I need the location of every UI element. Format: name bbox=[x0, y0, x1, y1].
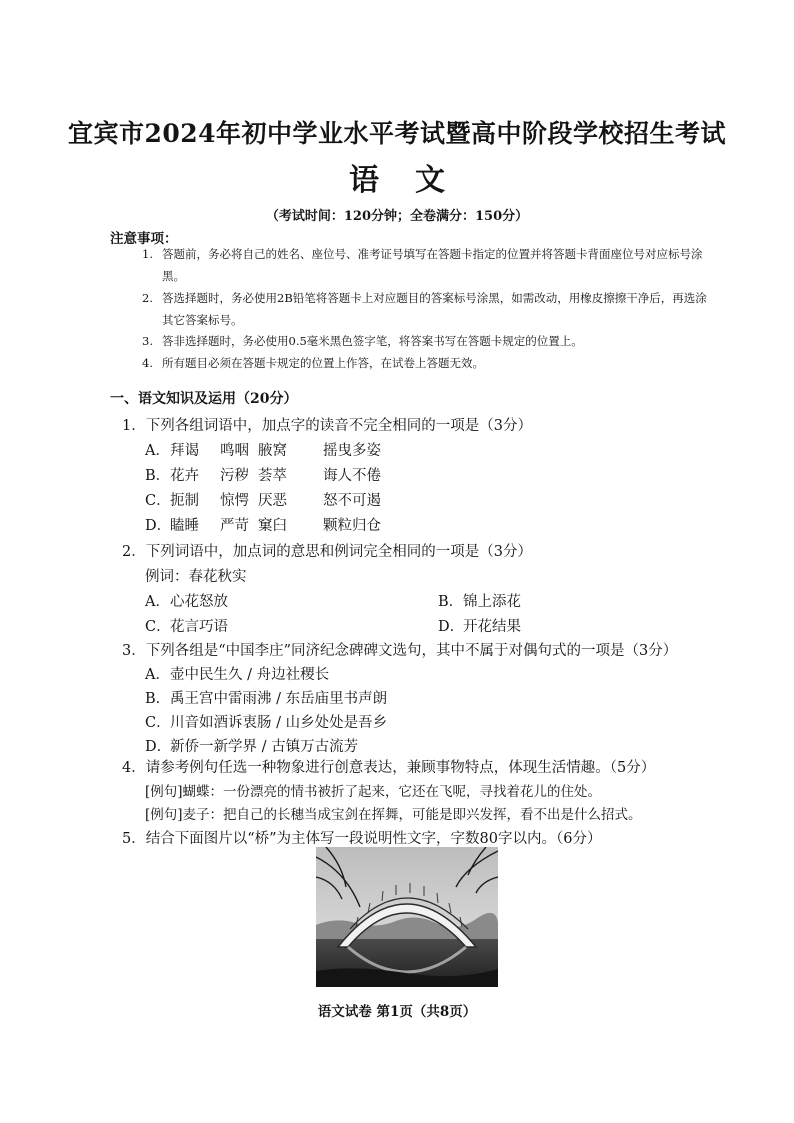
option-word: 颗粒归仓 bbox=[323, 518, 381, 534]
option-text: 开花结果 bbox=[463, 619, 521, 635]
option-word: 污秽 bbox=[220, 468, 249, 484]
note-text: 答选择题时，务必使用2B铅笔将答题卡上对应题目的答案标号涂黑，如需改动，用橡皮擦擦干净后，再选涂其它答案标号。 bbox=[162, 291, 707, 327]
option-label: C． bbox=[145, 715, 171, 731]
option-word: 窠臼 bbox=[258, 518, 287, 534]
exam-info: （考试时间：120分钟；全卷满分：150分） bbox=[265, 209, 529, 224]
subject-char: 文 bbox=[415, 163, 445, 198]
question-4-stem: 4．请参考例句任选一种物象进行创意表达，兼顾事物特点，体现生活情趣。（5分） bbox=[122, 760, 656, 776]
exam-title: 宜宾市2024年初中学业水平考试暨高中阶段学校招生考试 bbox=[67, 119, 727, 148]
option-word: 瞌睡 bbox=[170, 518, 199, 534]
option-word: 扼制 bbox=[170, 493, 199, 509]
option-label: A． bbox=[145, 594, 170, 610]
note-number: 1. bbox=[142, 247, 153, 261]
option-label: A． bbox=[145, 443, 170, 459]
notes-heading: 注意事项： bbox=[110, 231, 178, 247]
note-text: 答非选择题时，务必使用0.5毫米黑色签字笔，将答案书写在答题卡规定的位置上。 bbox=[162, 334, 583, 348]
option-text: 川音如酒诉衷肠 / 山乡处处是吾乡 bbox=[170, 715, 388, 731]
note-item bbox=[142, 287, 712, 331]
option-word: 惊愕 bbox=[220, 493, 249, 509]
option-word: 摇曳多姿 bbox=[323, 443, 381, 459]
option-word: 花卉 bbox=[170, 468, 199, 484]
section-heading: 一、语文知识及运用（20分） bbox=[110, 391, 298, 407]
option-word: 鸣咽 bbox=[220, 443, 249, 459]
option-word: 拜谒 bbox=[170, 443, 199, 459]
note-number: 2. bbox=[142, 291, 153, 305]
note-number: 3. bbox=[142, 334, 153, 348]
subject-title bbox=[0, 155, 794, 199]
note-item bbox=[142, 330, 712, 352]
option-text: 新侨一新学界 / 古镇万古流芳 bbox=[170, 739, 359, 755]
question-4-example: [例句]麦子：把自己的长穗当成宝剑在挥舞，可能是即兴发挥，看不出是什么招式。 bbox=[145, 807, 642, 823]
option-text: 禹王宫中雷雨沸 / 东岳庙里书声朗 bbox=[170, 691, 388, 707]
option-word: 荟萃 bbox=[258, 468, 287, 484]
option-word: 诲人不倦 bbox=[323, 468, 381, 484]
subject-char: 语 bbox=[349, 163, 379, 198]
option-label: D． bbox=[145, 518, 172, 534]
note-text: 答题前，务必将自己的姓名、座位号、准考证号填写在答题卡指定的位置并将答题卡背面座位号对应标号涂黑。 bbox=[162, 247, 703, 283]
option-word: 怒不可遏 bbox=[323, 493, 381, 509]
question-4-example: [例句]蝴蝶：一份漂亮的情书被折了起来，它还在飞呢，寻找着花儿的住处。 bbox=[145, 784, 602, 800]
option-text: 壶中民生久 / 舟边社稷长 bbox=[170, 667, 330, 683]
option-word: 腋窝 bbox=[258, 443, 287, 459]
option-word: 厌恶 bbox=[258, 493, 287, 509]
option-label: D． bbox=[145, 739, 172, 755]
option-label: B． bbox=[145, 468, 171, 484]
option-label: C． bbox=[145, 619, 171, 635]
note-text: 所有题目必须在答题卡规定的位置上作答，在试卷上答题无效。 bbox=[162, 356, 484, 370]
note-item bbox=[142, 352, 712, 374]
note-number: 4. bbox=[142, 356, 153, 370]
question-2-stem: 2．下列词语中，加点词的意思和例词完全相同的一项是（3分） bbox=[122, 544, 532, 560]
question-5-stem: 5．结合下面图片以“桥”为主体写一段说明性文字，字数80字以内。（6分） bbox=[122, 831, 602, 847]
question-3-stem: 3．下列各组是“中国李庄”同济纪念碑碑文选句，其中不属于对偶句式的一项是（3分） bbox=[122, 643, 678, 659]
option-text: 心花怒放 bbox=[170, 594, 228, 610]
question-2-example: 例词：春花秋实 bbox=[145, 569, 247, 585]
question-1-stem: 1．下列各组词语中，加点字的读音不完全相同的一项是（3分） bbox=[122, 418, 532, 434]
option-text: 花言巧语 bbox=[170, 619, 228, 635]
page-footer: 语文试卷 第1页（共8页） bbox=[317, 1004, 477, 1020]
option-text: 锦上添花 bbox=[463, 594, 521, 610]
option-label: D． bbox=[438, 619, 465, 635]
option-label: B． bbox=[145, 691, 171, 707]
option-word: 严苛 bbox=[220, 518, 249, 534]
option-label: B． bbox=[438, 594, 464, 610]
option-label: C． bbox=[145, 493, 171, 509]
bridge-photo bbox=[316, 847, 498, 987]
note-item bbox=[142, 243, 712, 287]
option-label: A． bbox=[145, 667, 170, 683]
